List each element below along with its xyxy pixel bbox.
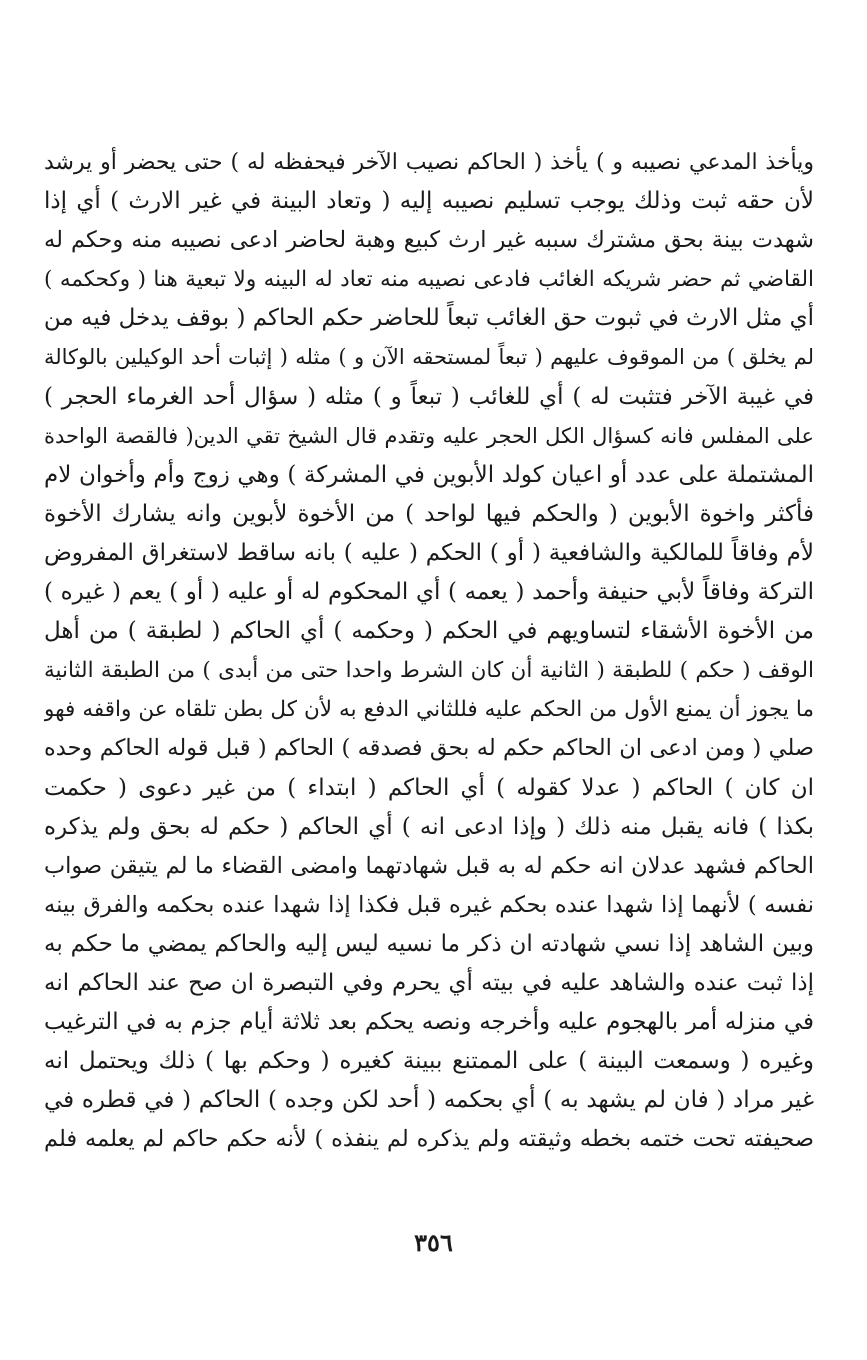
text-line-13: من الأخوة الأشقاء لتساويهم في الحكم ( وحكمه ) أي الحاكم ( لطبقة ) من أهل [44,618,814,645]
text-line-3: شهدت بينة بحق مشترك سببه غير ارث كبيع وهبة لحاضر ادعى نصيبه منه وحكم له [44,227,814,254]
text-line-11: لأم وفاقاً للمالكية والشافعية ( أو ) الحكم ( عليه ) بانه ساقط لاستغراق المفروض [44,539,814,566]
text-line-6: لم يخلق ) من الموقوف عليهم ( تبعاً لمستحقه الآن و ) مثله ( إثبات أحد الوكيلين بالوكالة [44,345,814,370]
text-line-8: على المفلس فانه كسؤال الكل الحجر عليه وتقدم قال الشيخ تقي الدين( فالقصة الواحدة [44,423,814,448]
text-line-17: ان كان ) الحاكم ( عدلا كقوله ) أي الحاكم ( ابتداء ) من غير دعوى ( حكمت [44,774,814,801]
text-line-16: صلي ( ومن ادعى ان الحاكم حكم له بحق فصدقه ) الحاكم ( قبل قوله الحاكم وحده [44,735,814,762]
text-line-19: الحاكم فشهد عدلان انه حكم له به قبل شهادتهما وامضى القضاء ما لم يتيقن صواب [44,852,814,879]
text-line-18: بكذا ) فانه يقبل منه ذلك ( وإذا ادعى انه ) أي الحاكم ( حكم له بحق ولم يذكره [44,813,814,840]
text-line-7: في غيبة الآخر فتثبت له ) أي للغائب ( تبعاً و ) مثله ( سؤال أحد الغرماء الحجر ) [44,383,814,410]
text-line-20: نفسه ) لأنهما إذا شهدا عنده بحكم غيره قبل فكذا إذا شهدا عنده بحكمه والفرق بينه [44,891,814,918]
text-line-25: غير مراد ( فان لم يشهد به ) أي بحكمه ( أحد لكن وجده ) الحاكم ( في قطره في [44,1087,814,1114]
text-line-26: صحيفته تحت ختمه بخطه وثيقته ولم يذكره لم ينفذه ) لأنه حكم حاكم لم يعلمه فلم [44,1126,814,1153]
text-line-4: القاضي ثم حضر شريكه الغائب فادعى نصيبه منه تعاد له البينه ولا تبعية هنا ( وكحكمه ) [44,267,814,293]
text-line-1: ويأخذ المدعي نصيبه و ) يأخذ ( الحاكم نصيب الآخر فيحفظه له ) حتى يحضر أو يرشد [44,150,814,175]
text-line-5: أي مثل الارث في ثبوت حق الغائب تبعاً للحاضر حكم الحاكم ( بوقف يدخل فيه من [44,305,814,332]
text-line-12: التركة وفاقاً لأبي حنيفة وأحمد ( يعمه ) أي المحكوم له أو عليه ( أو ) يعم ( غيره ) [44,579,814,606]
text-line-24: وغيره ( وسمعت البينة ) على الممتنع ببينة كغيره ( وحكم بها ) ذلك ويحتمل انه [44,1048,814,1075]
body-text [44,143,814,1159]
text-line-2: لأن حقه ثبت وذلك يوجب تسليم نصيبه إليه ( وتعاد البينة في غير الارث ) أي إذا [44,188,814,215]
text-line-9: المشتملة على عدد أو اعيان كولد الأبوين في المشركة ) وهي زوج وأم وأخوان لام [44,461,814,488]
text-line-15: ما يجوز أن يمنع الأول من الحكم عليه فللثاني الدفع به لأن كل بطن تلقاه عن واقفه فهو [44,697,814,723]
page-number: ٣٥٦ [414,1228,453,1257]
text-line-22: إذا ثبت عنده والشاهد عليه في بيته أي يحرم وفي التبصرة ان صح عند الحاكم انه [44,969,814,996]
text-line-10: فأكثر واخوة الأبوين ( والحكم فيها لواحد ) من الأخوة لأبوين وانه يشارك الأخوة [44,500,814,527]
text-line-21: وبين الشاهد إذا نسي شهادته ان ذكر ما نسيه ليس إليه والحاكم يمضي ما حكم به [44,930,814,957]
text-line-23: في منزله أمر بالهجوم عليه وأخرجه ونصه يحكم بعد ثلاثة أيام جزم به في الترغيب [44,1009,814,1036]
text-line-14: الوقف ( حكم ) للطبقة ( الثانية أن كان الشرط واحدا حتى من أبدى ) من الطبقة الثانية [44,658,814,684]
